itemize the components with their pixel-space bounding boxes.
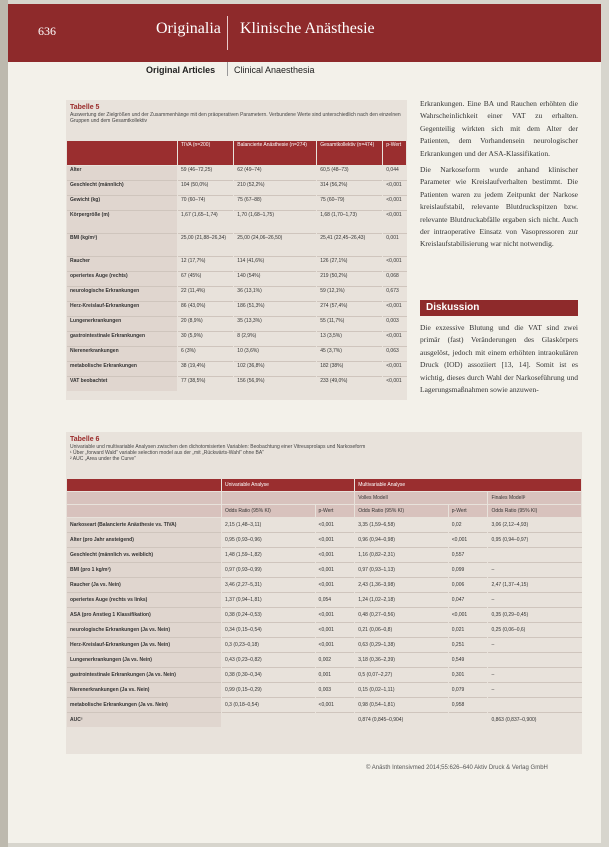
table-cell: 0,021: [448, 623, 488, 638]
table-cell: 102 (36,8%): [234, 362, 317, 377]
table-cell: 0,054: [315, 593, 355, 608]
table-cell: –: [488, 683, 582, 698]
table-cell: <0,001: [315, 548, 355, 563]
row-label: operiertes Auge (rechts): [67, 272, 178, 287]
table-row: [67, 533, 582, 548]
column-header: [67, 492, 222, 505]
journal-page: [8, 4, 601, 843]
row-label: operiertes Auge (rechts vs links): [67, 593, 222, 608]
table-cell: 0,97 (0,93–1,13): [355, 563, 449, 578]
row-label: AUC²: [67, 713, 222, 728]
table-cell: [315, 713, 355, 728]
page-gutter: [0, 0, 8, 847]
table-cell: 25,00 (21,88–26,34): [178, 234, 234, 257]
table-cell: 55 (11,7%): [317, 317, 383, 332]
table-cell: 0,301: [448, 668, 488, 683]
table-cell: 0,99 (0,15–0,29): [222, 683, 316, 698]
table-cell: <0,001: [315, 518, 355, 533]
table-cell: 0,047: [448, 593, 488, 608]
table-cell: 0,43 (0,23–0,82): [222, 653, 316, 668]
row-label: ASA (pro Anstieg 1 Klassifikation): [67, 608, 222, 623]
table-cell: 70 (60–74): [178, 196, 234, 211]
table-6-title: Tabelle 6: [70, 436, 100, 443]
row-label: gastrointestinale Erkrankungen: [67, 332, 178, 347]
column-header: Gesamtkollektiv (n=474): [317, 141, 383, 166]
table-cell: <0,001: [448, 608, 488, 623]
table-cell: <0,001: [315, 578, 355, 593]
table-cell: <0,001: [315, 698, 355, 713]
table-cell: 0,079: [448, 683, 488, 698]
table-row: [67, 272, 407, 287]
group-header: Univariable Analyse: [222, 479, 355, 492]
table-cell: <0,001: [383, 377, 407, 392]
row-label: Nierenerkrankungen: [67, 347, 178, 362]
row-label: Geschlecht (männlich): [67, 181, 178, 196]
row-label: VAT beobachtet: [67, 377, 178, 392]
table-cell: 1,68 (1,70–1,73): [317, 211, 383, 234]
table-6-note: ² AUC „Area under the Curve“: [70, 456, 136, 462]
table-cell: 20 (8,9%): [178, 317, 234, 332]
table-cell: 6 (3%): [178, 347, 234, 362]
table-cell: 75 (67–88): [234, 196, 317, 211]
table-cell: <0,001: [383, 181, 407, 196]
row-label: Gewicht (kg): [67, 196, 178, 211]
table-cell: 0,34 (0,15–0,54): [222, 623, 316, 638]
row-label: Herz-Kreislauf-Erkrankungen: [67, 302, 178, 317]
table-cell: –: [488, 638, 582, 653]
table-cell: 2,15 (1,48–3,11): [222, 518, 316, 533]
column-header: p-Wert: [448, 505, 488, 518]
table-cell: 22 (11,4%): [178, 287, 234, 302]
table-cell: 0,35 (0,29–0,45): [488, 608, 582, 623]
table-row: [67, 362, 407, 377]
row-label: neurologische Erkrankungen: [67, 287, 178, 302]
table-cell: 0,002: [315, 653, 355, 668]
table-cell: 0,3 (0,23–0,18): [222, 638, 316, 653]
column-header: Odds Ratio (95% KI): [222, 505, 316, 518]
table-cell: 0,068: [383, 272, 407, 287]
table-cell: 0,38 (0,24–0,53): [222, 608, 316, 623]
table-cell: <0,001: [383, 257, 407, 272]
table-cell: 156 (56,9%): [234, 377, 317, 392]
table-cell: 0,099: [448, 563, 488, 578]
table-5-grid: [66, 140, 407, 391]
table-row: [67, 683, 582, 698]
row-label: Lungenerkrankungen (Ja vs. Nein): [67, 653, 222, 668]
table-cell: <0,001: [383, 196, 407, 211]
column-header: p-Wert: [315, 505, 355, 518]
table-cell: 314 (56,2%): [317, 181, 383, 196]
table-cell: 60,5 (48–73): [317, 166, 383, 181]
paragraph: Die Narkoseform wurde anhand klinischer Parameter wie Kreislaufverhalten bestimmt. Die Patienten waren zu jedem Zeitpunkt der Narkose kreislaufstabil, relevante Blutdruckspitzen bzw. relevante Blutdruckabfälle ergaben sich nicht. Auch der intraoperative Einsatz von Vasopressoren zur Kreislaufstabilisierung war nicht notwendig.: [420, 165, 578, 249]
table-cell: 126 (27,1%): [317, 257, 383, 272]
table-row: [67, 287, 407, 302]
header-divider: [227, 16, 228, 50]
table-cell: 45 (3,7%): [317, 347, 383, 362]
table-row: [67, 518, 582, 533]
body-column-top: [420, 98, 578, 255]
table-cell: 75 (60–79): [317, 196, 383, 211]
column-header: [67, 479, 222, 492]
table-cell: <0,001: [383, 302, 407, 317]
table-cell: 3,35 (1,59–6,58): [355, 518, 449, 533]
row-label: BMI (pro 1 kg/m²): [67, 563, 222, 578]
table-cell: <0,001: [315, 623, 355, 638]
table-cell: [222, 713, 316, 728]
table-cell: 0,02: [448, 518, 488, 533]
sub-header: Volles Modell: [355, 492, 488, 505]
table-row: [67, 578, 582, 593]
table-cell: 67 (45%): [178, 272, 234, 287]
table-cell: 0,003: [383, 317, 407, 332]
table-cell: 0,063: [383, 347, 407, 362]
table-row: [67, 653, 582, 668]
page-footer: © Anästh Intensivmed 2014;55:626–640 Aktiv Druck & Verlag GmbH: [366, 765, 548, 771]
table-cell: 59 (46–72,25): [178, 166, 234, 181]
table-cell: 0,5 (0,07–2,27): [355, 668, 449, 683]
table-cell: 86 (43,0%): [178, 302, 234, 317]
table-cell: 30 (5,9%): [178, 332, 234, 347]
table-cell: 0,001: [315, 668, 355, 683]
table-cell: 0,3 (0,18–0,54): [222, 698, 316, 713]
section-title-en: Original Articles: [146, 65, 216, 75]
table-row: [67, 608, 582, 623]
table-cell: 38 (19,4%): [178, 362, 234, 377]
header-band: [8, 4, 601, 62]
table-cell: 1,67 (1,65–1,74): [178, 211, 234, 234]
table-6-caption: Univariable und multivariable Analysen zwischen den dichotomisierten Variablen: Beobachtung einer Vitreusprolaps und Narkoseform: [70, 444, 366, 450]
row-label: Nierenerkrankungen (Ja vs. Nein): [67, 683, 222, 698]
column-header: p-Wert: [383, 141, 407, 166]
table-row: [67, 377, 407, 392]
table-cell: 0,001: [383, 234, 407, 257]
table-cell: 0,38 (0,30–0,34): [222, 668, 316, 683]
table-cell: 0,044: [383, 166, 407, 181]
subsection-title: Klinische Anästhesie: [240, 20, 375, 37]
table-cell: 0,557: [448, 548, 488, 563]
table-cell: 274 (57,4%): [317, 302, 383, 317]
table-row: [67, 623, 582, 638]
row-label: Herz-Kreislauf-Erkrankungen (Ja vs. Nein): [67, 638, 222, 653]
table-cell: 2,47 (1,37–4,15): [488, 578, 582, 593]
table-cell: 0,874 (0,845–0,904): [355, 713, 449, 728]
row-label: Körpergröße (m): [67, 211, 178, 234]
table-cell: 114 (41,6%): [234, 257, 317, 272]
table-row: [67, 196, 407, 211]
table-cell: 210 (52,2%): [234, 181, 317, 196]
table-cell: <0,001: [383, 211, 407, 234]
table-cell: 0,006: [448, 578, 488, 593]
table-cell: <0,001: [315, 563, 355, 578]
table-cell: –: [488, 668, 582, 683]
table-cell: <0,001: [315, 608, 355, 623]
table-row: [67, 698, 582, 713]
table-row: [67, 668, 582, 683]
table-cell: 13 (3,5%): [317, 332, 383, 347]
subsection-title-en: Clinical Anaesthesia: [234, 65, 315, 75]
table-6-grid: [66, 478, 582, 727]
table-row: [67, 347, 407, 362]
table-cell: 1,24 (1,02–2,18): [355, 593, 449, 608]
table-5: [66, 100, 407, 400]
table-cell: 0,96 (0,94–0,98): [355, 533, 449, 548]
row-label: metabolische Erkrankungen: [67, 362, 178, 377]
row-label: Narkoseart (Balancierte Anästhesie vs. TIVA): [67, 518, 222, 533]
table-6: [66, 432, 582, 754]
table-cell: 0,95 (0,93–0,96): [222, 533, 316, 548]
table-row: [67, 234, 407, 257]
table-cell: 59 (12,1%): [317, 287, 383, 302]
table-cell: 182 (38%): [317, 362, 383, 377]
table-cell: –: [488, 593, 582, 608]
table-cell: 35 (13,3%): [234, 317, 317, 332]
table-cell: 0,863 (0,837–0,900): [488, 713, 582, 728]
row-label: Lungenerkrankungen: [67, 317, 178, 332]
table-cell: 12 (17,7%): [178, 257, 234, 272]
row-label: Raucher: [67, 257, 178, 272]
sub-header: Finales Modell²: [488, 492, 582, 505]
row-label: Raucher (Ja vs. Nein): [67, 578, 222, 593]
group-header: Multivariable Analyse: [355, 479, 582, 492]
table-cell: [448, 713, 488, 728]
table-cell: 62 (49–74): [234, 166, 317, 181]
table-row: [67, 332, 407, 347]
table-cell: <0,001: [315, 638, 355, 653]
table-row: [67, 181, 407, 196]
table-cell: [488, 653, 582, 668]
column-header: [222, 492, 355, 505]
table-row: [67, 302, 407, 317]
table-cell: 1,48 (1,59–1,82): [222, 548, 316, 563]
table-cell: 1,70 (1,68–1,75): [234, 211, 317, 234]
table-cell: 10 (3,6%): [234, 347, 317, 362]
table-cell: 25,00 (24,06–26,50): [234, 234, 317, 257]
table-cell: 140 (54%): [234, 272, 317, 287]
table-cell: 25,41 (22,45–26,43): [317, 234, 383, 257]
table-row: [67, 211, 407, 234]
table-cell: <0,001: [448, 533, 488, 548]
table-cell: 186 (51,3%): [234, 302, 317, 317]
table-cell: 0,251: [448, 638, 488, 653]
row-label: BMI (kg/m²): [67, 234, 178, 257]
column-header: TIVA (n=200): [178, 141, 234, 166]
table-cell: 77 (38,5%): [178, 377, 234, 392]
table-row: [67, 713, 582, 728]
column-header: Odds Ratio (95% KI): [355, 505, 449, 518]
table-cell: 3,46 (2,27–5,31): [222, 578, 316, 593]
table-cell: [488, 548, 582, 563]
table-cell: 0,25 (0,06–0,6): [488, 623, 582, 638]
table-cell: 104 (50,0%): [178, 181, 234, 196]
table-row: [67, 548, 582, 563]
paragraph: Erkrankungen. Eine BA und Rauchen erhöhten die Wahrscheinlichkeit einer VAT zu erhalten. Gegenteilig wirkten sich mit dem Alter der Patienten, dem Vorhandensein neurologischer Erkrankungen und der ASA-Klassifikation.: [420, 99, 578, 158]
row-label: metabolische Erkrankungen (Ja vs. Nein): [67, 698, 222, 713]
table-cell: 36 (13,1%): [234, 287, 317, 302]
table-cell: 0,95 (0,94–0,97): [488, 533, 582, 548]
table-row: [67, 317, 407, 332]
table-cell: 0,15 (0,02–1,11): [355, 683, 449, 698]
table-cell: 3,06 (2,12–4,93): [488, 518, 582, 533]
subheader-divider: [227, 62, 228, 76]
discussion-heading: Diskussion: [420, 300, 578, 316]
table-cell: 0,21 (0,06–0,8): [355, 623, 449, 638]
row-label: Geschlecht (männlich vs. weiblich): [67, 548, 222, 563]
table-cell: 0,549: [448, 653, 488, 668]
section-title: Originalia: [156, 20, 221, 37]
column-header: Balancierte Anästhesie (n=274): [234, 141, 317, 166]
table-cell: 0,63 (0,29–1,38): [355, 638, 449, 653]
table-cell: 8 (2,9%): [234, 332, 317, 347]
body-column-discussion: [420, 322, 578, 396]
table-row: [67, 257, 407, 272]
table-cell: 1,37 (0,94–1,81): [222, 593, 316, 608]
row-label: Alter (pro Jahr ansteigend): [67, 533, 222, 548]
table-cell: 233 (49,0%): [317, 377, 383, 392]
table-6-note: ¹ Über „forward Wald“ variable selection model aus der „mit „Rückwärts-Wahl“ ohne BA“: [70, 450, 264, 456]
table-cell: 2,43 (1,36–3,98): [355, 578, 449, 593]
table-row: [67, 166, 407, 181]
row-label: gastrointestinale Erkrankungen (Ja vs. Nein): [67, 668, 222, 683]
table-cell: 0,97 (0,93–0,99): [222, 563, 316, 578]
table-row: [67, 593, 582, 608]
table-cell: 0,673: [383, 287, 407, 302]
table-cell: <0,001: [383, 332, 407, 347]
table-cell: 0,98 (0,54–1,81): [355, 698, 449, 713]
page-number: 636: [38, 24, 56, 38]
table-cell: 219 (50,2%): [317, 272, 383, 287]
row-label: neurologische Erkrankungen (Ja vs. Nein): [67, 623, 222, 638]
table-cell: [488, 698, 582, 713]
table-cell: –: [488, 563, 582, 578]
table-row: [67, 563, 582, 578]
table-5-title: Tabelle 5: [70, 104, 100, 111]
table-5-caption: Auswertung der Zielgrößen und der Zusammenhänge mit den präoperativen Parametern. Verbundene Werte sind unterschiedlich nach den einzelnen Gruppen und dem Gesamtkollektiv: [70, 112, 401, 124]
column-header: [67, 505, 222, 518]
table-cell: <0,001: [383, 362, 407, 377]
paragraph: Die exzessive Blutung und die VAT sind zwei primär (fast) Veränderungen des Glaskörpers ausgelöst, jedoch mit einem erhöhten intraokulären Druck (IOD) assoziiert [13, 14]. Somit ist es wichtig, dieses durch Wahl der Narkoseführung und Lagerungsmaßnahmen sowie anzuwen-: [420, 323, 578, 395]
table-cell: 1,16 (0,82–2,31): [355, 548, 449, 563]
table-cell: 3,18 (0,36–2,39): [355, 653, 449, 668]
table-cell: <0,001: [315, 533, 355, 548]
table-row: [67, 638, 582, 653]
table-cell: 0,958: [448, 698, 488, 713]
column-header: [67, 141, 178, 166]
table-cell: 0,003: [315, 683, 355, 698]
table-cell: 0,48 (0,27–0,56): [355, 608, 449, 623]
column-header: Odds Ratio (95% KI): [488, 505, 582, 518]
row-label: Alter: [67, 166, 178, 181]
